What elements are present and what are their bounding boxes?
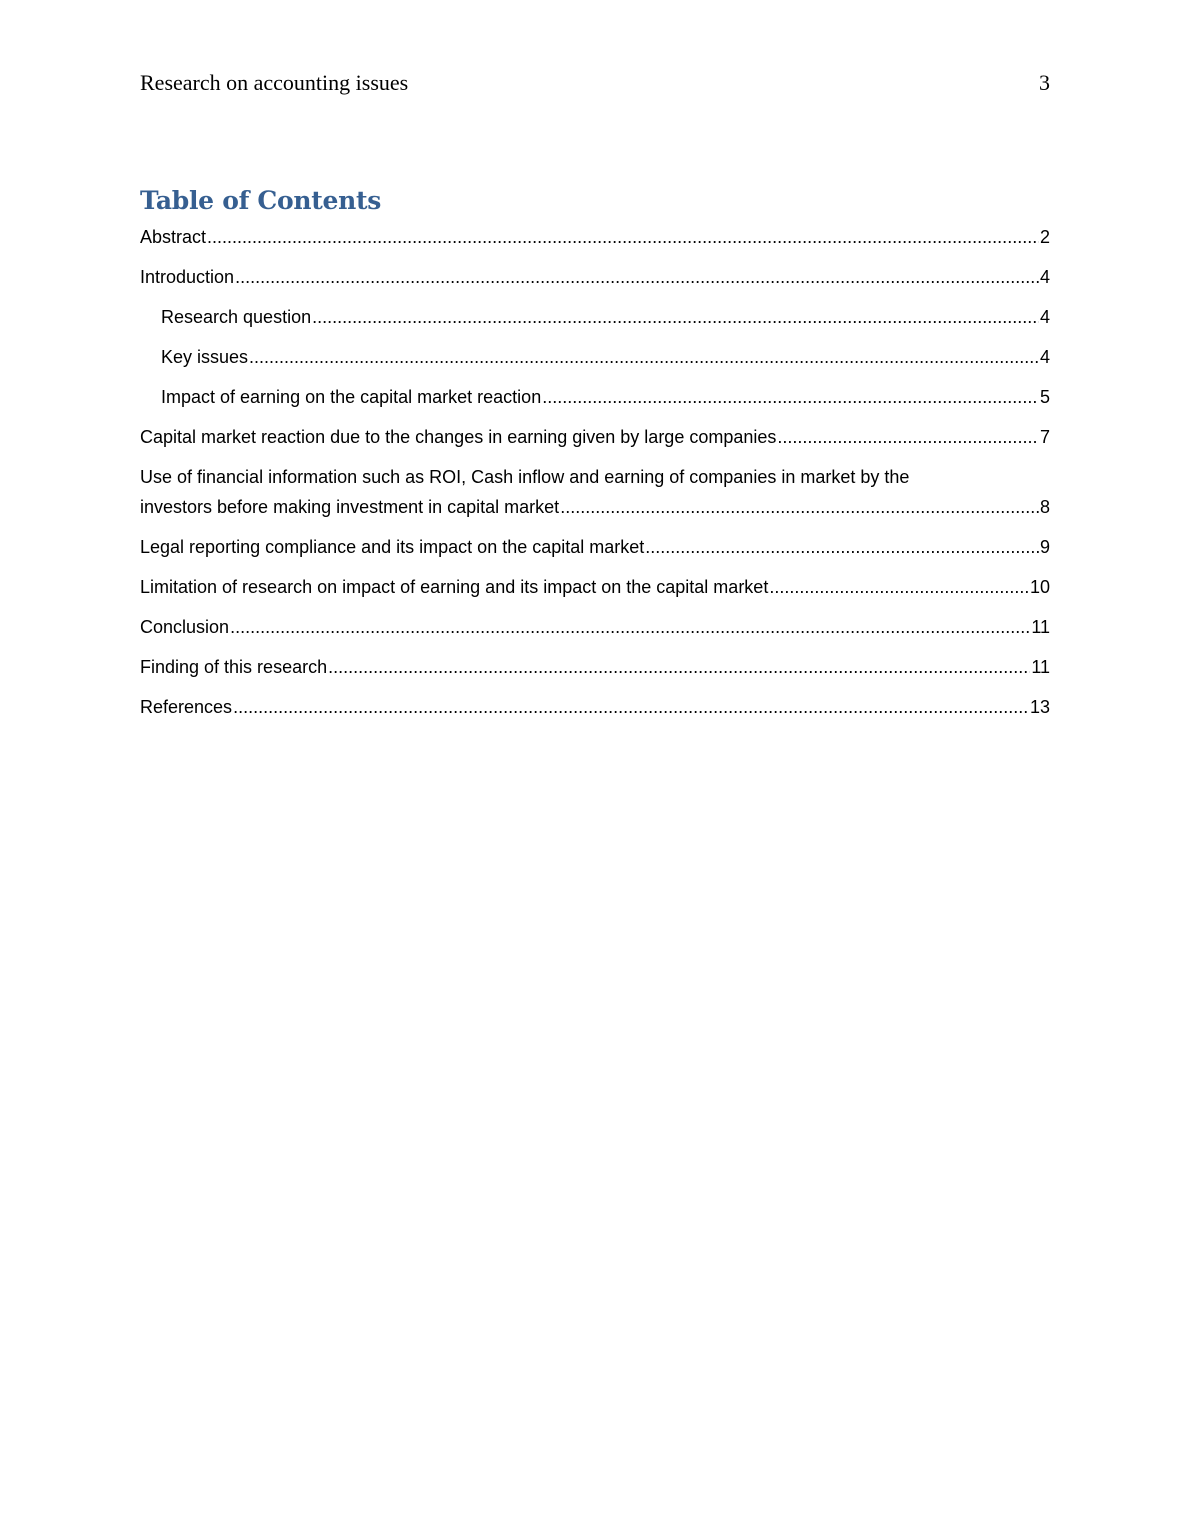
toc-entry-page: 4	[1039, 267, 1050, 287]
toc-entry-abstract[interactable]	[140, 224, 1050, 264]
toc-entry-label: Research question	[161, 307, 312, 327]
toc-dot-leader	[560, 494, 1039, 521]
toc-entry-label-line1: Use of financial information such as ROI, Cash inflow and earning of companies in market by the	[140, 467, 910, 487]
toc-entry-research-question[interactable]	[140, 304, 1050, 344]
toc-dot-leader	[312, 304, 1039, 331]
toc-heading: Table of Contents	[140, 186, 382, 215]
toc-entry-references[interactable]	[140, 694, 1050, 734]
toc-entry-introduction[interactable]	[140, 264, 1050, 304]
toc-entry-label: Limitation of research on impact of earning and its impact on the capital market	[140, 577, 769, 597]
running-title: Research on accounting issues	[140, 70, 409, 95]
toc-entry-key-issues[interactable]	[140, 344, 1050, 384]
toc-dot-leader	[645, 534, 1039, 561]
toc-entry-page: 13	[1029, 697, 1050, 717]
toc-entry-page: 4	[1039, 347, 1050, 367]
toc-entry-capital-market-reaction[interactable]	[140, 424, 1050, 464]
toc-dot-leader	[207, 224, 1039, 251]
toc-entry-label: Conclusion	[140, 617, 230, 637]
toc-entry-label: References	[140, 697, 233, 717]
toc-dot-leader	[235, 264, 1039, 291]
toc-dot-leader	[249, 344, 1039, 371]
toc-entry-label: Finding of this research	[140, 657, 328, 677]
toc-dot-leader	[328, 654, 1030, 681]
running-header	[140, 70, 1050, 98]
toc-entry-finding[interactable]	[140, 654, 1050, 694]
toc-entry-page: 5	[1039, 387, 1050, 407]
toc-entry-label: Introduction	[140, 267, 235, 287]
toc-entry-label: Key issues	[161, 347, 249, 367]
toc-entry-page: 8	[1039, 497, 1050, 517]
toc-entry-page: 10	[1029, 577, 1050, 597]
toc-entry-impact-of-earning[interactable]	[140, 384, 1050, 424]
toc-entry-page: 4	[1039, 307, 1050, 327]
toc-entry-legal-reporting[interactable]	[140, 534, 1050, 574]
toc-entry-use-of-financial-information[interactable]	[140, 464, 1050, 534]
toc-dot-leader	[233, 694, 1029, 721]
toc-dot-leader	[542, 384, 1039, 411]
toc-entry-label: Abstract	[140, 227, 207, 247]
toc-entry-limitation[interactable]	[140, 574, 1050, 614]
toc-entry-page: 7	[1039, 427, 1050, 447]
toc-entry-label: Capital market reaction due to the changes in earning given by large companies	[140, 427, 777, 447]
page-number: 3	[1039, 70, 1050, 95]
toc-entry-label-line2: investors before making investment in capital market	[140, 497, 560, 517]
toc-entry-page: 11	[1031, 657, 1050, 677]
toc-dot-leader	[777, 424, 1039, 451]
toc-entry-page: 9	[1039, 537, 1050, 557]
toc-dot-leader	[769, 574, 1029, 601]
toc-entry-page: 2	[1039, 227, 1050, 247]
toc-dot-leader	[230, 614, 1030, 641]
toc-entry-label: Legal reporting compliance and its impact on the capital market	[140, 537, 645, 557]
toc-entry-conclusion[interactable]	[140, 614, 1050, 654]
table-of-contents	[140, 224, 1050, 734]
toc-entry-label: Impact of earning on the capital market reaction	[161, 387, 542, 407]
toc-entry-page: 11	[1031, 617, 1050, 637]
toc-entry-line2	[140, 494, 1050, 521]
